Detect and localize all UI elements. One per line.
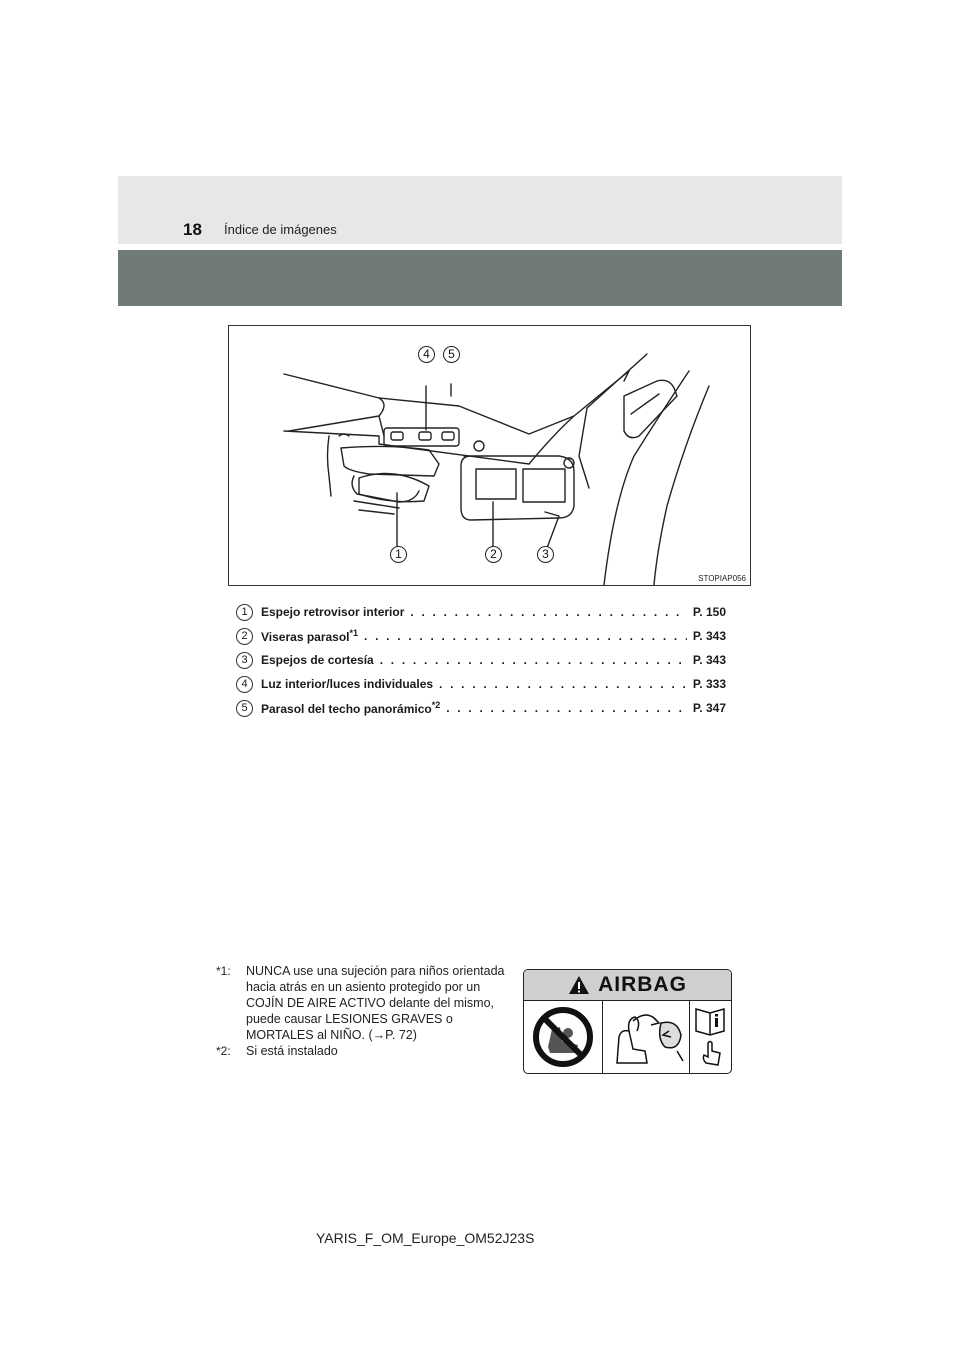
header-dark-band [118, 250, 842, 306]
footnote-mark: *1: [216, 964, 231, 978]
list-item[interactable] [236, 624, 726, 648]
list-item[interactable] [236, 648, 726, 672]
read-manual-icon [690, 1001, 731, 1073]
leader-dots [364, 629, 687, 643]
item-label: Viseras parasol$^{*1}$ [261, 628, 359, 644]
callout-4: 4 [418, 346, 435, 363]
item-page-ref[interactable]: P. 150 [692, 605, 726, 619]
leader-dots [439, 677, 687, 691]
list-item[interactable] [236, 600, 726, 624]
footnote-text: Si está instalado [246, 1044, 338, 1058]
item-number: 3 [236, 652, 253, 669]
footnote-mark: *2 [431, 700, 441, 710]
item-label: Parasol del techo panorámico$^{*2}$ [261, 700, 441, 716]
headliner-illustration [228, 325, 751, 586]
manual-reference-panel [690, 1001, 731, 1073]
list-item[interactable] [236, 696, 726, 720]
airbag-deploy-icon [603, 1001, 689, 1073]
footnote-mark: *2: [216, 1044, 231, 1058]
item-label: Espejo retrovisor interior [261, 605, 405, 619]
item-page-ref[interactable]: P. 343 [692, 653, 726, 667]
footnote-1 [216, 963, 506, 1043]
leader-dots [380, 653, 687, 667]
item-label: Luz interior/luces individuales [261, 677, 434, 691]
airbag-warning-label [523, 969, 732, 1074]
warning-triangle-icon [568, 975, 590, 995]
item-page-ref[interactable]: P. 333 [692, 677, 726, 691]
item-label: Espejos de cortesía [261, 653, 374, 667]
item-number: 4 [236, 676, 253, 693]
footnote-text: NUNCA use una sujeción para niños orientada hacia atrás en un asiento protegido por un COJÍN DE AIRE ACTIVO delante del mismo, puede causar LESIONES GRAVES o MORTALES al NIÑO. (→P. 72) [246, 964, 505, 1042]
leader-dots [446, 701, 687, 715]
footnotes [216, 963, 506, 1059]
airbag-deploy-panel [603, 1001, 690, 1073]
callout-2: 2 [485, 546, 502, 563]
callout-3: 3 [537, 546, 554, 563]
footnote-2 [216, 1043, 506, 1059]
airbag-label-header [524, 970, 731, 1001]
leader-dots [410, 605, 686, 619]
item-number: 5 [236, 700, 253, 717]
footnote-mark: *1 [349, 628, 359, 638]
item-list [236, 600, 726, 720]
section-title: Índice de imágenes [224, 222, 337, 237]
figure-code: STOPIAP056 [698, 574, 746, 583]
airbag-title: AIRBAG [598, 973, 687, 996]
page-number: 18 [183, 220, 202, 239]
item-number: 2 [236, 628, 253, 645]
callout-1: 1 [390, 546, 407, 563]
no-rear-facing-seat-panel [524, 1001, 603, 1073]
callout-5: 5 [443, 346, 460, 363]
item-page-ref[interactable]: P. 343 [692, 629, 726, 643]
airbag-label-body [524, 1001, 731, 1073]
item-number: 1 [236, 604, 253, 621]
document-code: YARIS_F_OM_Europe_OM52J23S [316, 1230, 535, 1246]
item-page-ref[interactable]: P. 347 [692, 701, 726, 715]
no-child-seat-icon [524, 1001, 602, 1073]
list-item[interactable] [236, 672, 726, 696]
